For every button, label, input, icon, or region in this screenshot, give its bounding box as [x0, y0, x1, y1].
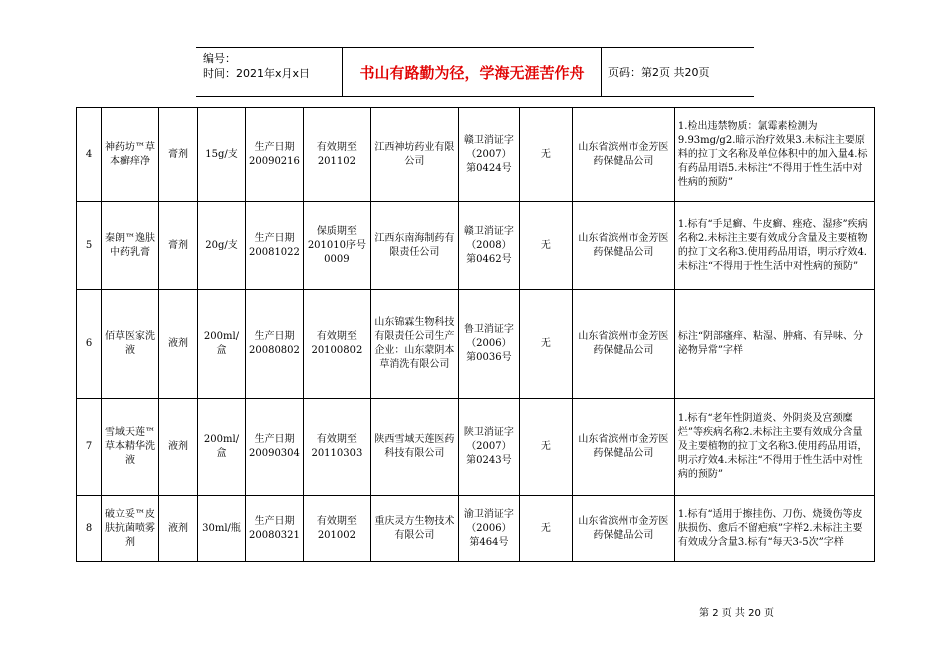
manufacturer: 陕西雪域天莲医药科技有限公司: [370, 399, 458, 496]
check-result: 无: [519, 108, 572, 202]
manufacturer: 山东锦霖生物科技有限责任公司生产企业：山东蒙阴本草消洗有限公司: [370, 290, 458, 399]
validity: 有效期至20110303: [303, 399, 370, 496]
dosage-form: 膏剂: [159, 202, 198, 290]
table-row: [77, 399, 875, 496]
license-number: 鲁卫消证字（2006）第0036号: [458, 290, 519, 399]
manufacturer: 江西神坊药业有限公司: [370, 108, 458, 202]
header-slogan: 书山有路勤为径，学海无涯苦作舟: [343, 48, 602, 96]
product-name: 破立妥™皮肤抗菌喷雾剂: [102, 496, 159, 562]
manufacturer: 江西东南海制药有限责任公司: [370, 202, 458, 290]
license-number: 陕卫消证字（2007）第0243号: [458, 399, 519, 496]
check-result: 无: [519, 202, 572, 290]
dosage-form: 膏剂: [159, 108, 198, 202]
manufacturer: 重庆灵方生物技术有限公司: [370, 496, 458, 562]
sampled-unit: 山东省滨州市金芳医药保健品公司: [572, 290, 674, 399]
production-date: 生产日期20090304: [246, 399, 304, 496]
check-result: 无: [519, 496, 572, 562]
product-name: 秦朗™逸肤中药乳膏: [102, 202, 159, 290]
page-footer: 第 2 页 共 20 页: [699, 608, 774, 619]
product-name: 雪域天莲™草本精华洗液: [102, 399, 159, 496]
specification: 200ml/盒: [198, 290, 246, 399]
license-number: 赣卫消证字（2008）第0462号: [458, 202, 519, 290]
sampled-unit: 山东省滨州市金芳医药保健品公司: [572, 202, 674, 290]
specification: 30ml/瓶: [198, 496, 246, 562]
sampled-unit: 山东省滨州市金芳医药保健品公司: [572, 108, 674, 202]
dosage-form: 液剂: [159, 496, 198, 562]
check-result: 无: [519, 399, 572, 496]
validity: 有效期至201002: [303, 496, 370, 562]
production-date: 生产日期20081022: [246, 202, 304, 290]
production-date: 生产日期20080802: [246, 290, 304, 399]
issue-description: 1.检出违禁物质：氯霉素检测为9.93mg/g2.暗示治疗效果3.未标注主要原料的拉丁文名称及单位体积中的加入量4.标有药品用语5.未标注“不得用于性生活中对性病的预防”: [674, 108, 874, 202]
number-label: 编号：: [203, 52, 236, 65]
license-number: 渝卫消证字（2006）第464号: [458, 496, 519, 562]
license-number: 赣卫消证字（2007）第0424号: [458, 108, 519, 202]
row-number: 8: [77, 496, 102, 562]
product-name: 佰草医家洗液: [102, 290, 159, 399]
issue-description: 标注“阴部瘙痒、粘湿、肿痛、有异味、分泌物异常”字样: [674, 290, 874, 399]
issue-description: 1.标有“老年性阴道炎、外阴炎及宫颈糜烂”等疾病名称2.未标注主要有效成分含量及主要植物的拉丁文名称3.使用药品用语，明示疗效4.未标注“不得用于性生活中对性病的预防”: [674, 399, 874, 496]
sampled-unit: 山东省滨州市金芳医药保健品公司: [572, 399, 674, 496]
specification: 15g/支: [198, 108, 246, 202]
product-name: 神药坊™草本癣痒净: [102, 108, 159, 202]
time-label: 时间：2021年x月x日: [203, 67, 311, 80]
row-number: 4: [77, 108, 102, 202]
row-number: 6: [77, 290, 102, 399]
specification: 200ml/盒: [198, 399, 246, 496]
issue-description: 1.标有“手足癣、牛皮癣、痤疮、湿疹”疾病名称2.未标注主要有效成分含量及主要植物的拉丁文名称3.使用药品用语，明示疗效4.未标注“不得用于性生活中对性病的预防”: [674, 202, 874, 290]
production-date: 生产日期20080321: [246, 496, 304, 562]
validity: 保质期至201010序号0009: [303, 202, 370, 290]
header-page-label: 页码：第2页 共20页: [608, 66, 710, 79]
page-header: [196, 47, 754, 97]
dosage-form: 液剂: [159, 290, 198, 399]
specification: 20g/支: [198, 202, 246, 290]
check-result: 无: [519, 290, 572, 399]
row-number: 5: [77, 202, 102, 290]
validity: 有效期至201102: [303, 108, 370, 202]
issue-description: 1.标有“适用于擦挂伤、刀伤、烧烫伤等皮肤损伤、愈后不留疤痕”字样2.未标注主要有效成分含量3.标有“每天3-5次”字样: [674, 496, 874, 562]
table-row: [77, 108, 875, 202]
sampled-unit: 山东省滨州市金芳医药保健品公司: [572, 496, 674, 562]
dosage-form: 液剂: [159, 399, 198, 496]
production-date: 生产日期20090216: [246, 108, 304, 202]
row-number: 7: [77, 399, 102, 496]
product-table: [76, 107, 875, 562]
table-row: [77, 496, 875, 562]
validity: 有效期至20100802: [303, 290, 370, 399]
table-row: [77, 202, 875, 290]
table-row: [77, 290, 875, 399]
header-meta: [196, 48, 343, 96]
